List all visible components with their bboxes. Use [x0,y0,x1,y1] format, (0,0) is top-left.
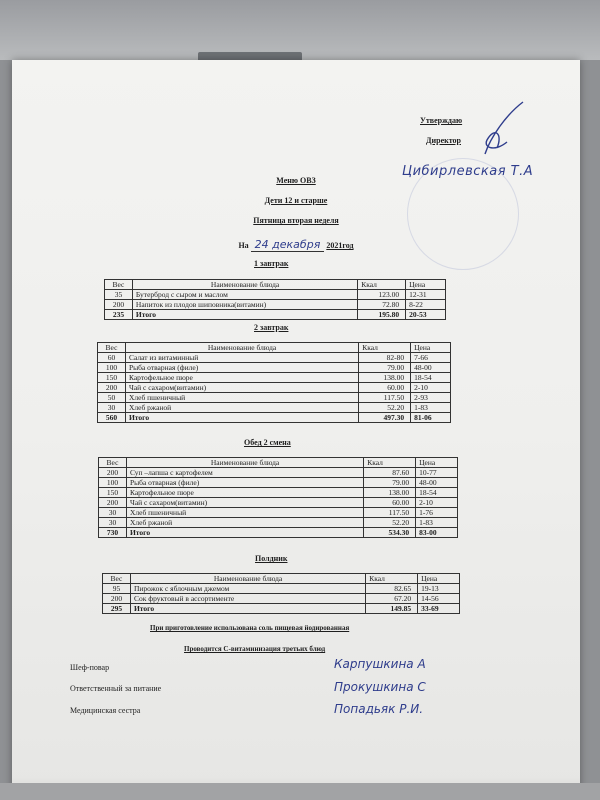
meal-title: Полдник [255,554,288,563]
signature-handwritten: Попадьяк Р.И. [334,702,424,716]
meal-title: 1 завтрак [254,259,289,268]
approve-label: Утверждаю [420,116,463,125]
meal-table [104,279,446,320]
meal-table [102,573,460,614]
table-header-row: Вес Наименование блюда Ккал Цена [98,343,451,353]
menu-document [12,60,580,800]
table-row: 100 Рыба отварная (филе) 79.00 48-00 [99,478,458,488]
date-handwritten: 24 декабря [251,238,325,252]
table-row: 100 Рыба отварная (филе) 79.00 48-00 [98,363,451,373]
meal-title: 2 завтрак [254,323,289,332]
total-row: 235 Итого 195.80 20-53 [105,310,446,320]
table-row: 200 Чай с сахаром(витамин) 60.00 2-10 [99,498,458,508]
table-row: 200 Чай с сахаром(витамин) 60.00 2-10 [98,383,451,393]
meal-table [98,457,458,538]
table-row: 30 Хлеб пшеничный 117.50 1-76 [99,508,458,518]
director-label: Директор [426,136,461,145]
table-row: 60 Салат из витаминный 82-80 7-66 [98,353,451,363]
table-row: 95 Пирожок с яблочным джемом 82.65 19-13 [103,584,460,594]
background-bottom [0,783,600,800]
table-row: 200 Сок фруктовый в ассортименте 67.20 14-56 [103,594,460,604]
signature-role: Медицинская сестра [70,706,141,715]
table-row: 30 Хлеб ржаной 52.20 1-83 [98,403,451,413]
table-row: 200 Напиток из плодов шиповника(витамин) 72.80 8-22 [105,300,446,310]
table-row: 150 Картофельное пюре 138.00 18-54 [98,373,451,383]
background-top [0,0,600,60]
table-row: 150 Картофельное пюре 138.00 18-54 [99,488,458,498]
table-row: 30 Хлеб ржаной 52.20 1-83 [99,518,458,528]
signature-handwritten: Карпушкина А [334,657,426,671]
signature-role: Ответственный за питание [70,684,162,693]
menu-date [12,238,580,252]
day-of-week: Пятница вторая неделя [253,216,339,225]
meal-table [97,342,451,423]
signature-role: Шеф-повар [70,663,110,672]
total-row: 730 Итого 534.30 83-00 [99,528,458,538]
table-row: 50 Хлеб пшеничный 117.50 2-93 [98,393,451,403]
salt-note: При приготовление использована соль пищевая йодированная [150,624,350,632]
director-name-handwritten: Цибирлевская Т.А [402,164,534,179]
children-age: Дети 12 и старше [264,196,328,205]
table-header-row: Вес Наименование блюда Ккал Цена [105,280,446,290]
table-row: 35 Бутерброд с сыром и маслом 123.00 12-31 [105,290,446,300]
total-row: 295 Итого 149.85 33-69 [103,604,460,614]
date-prefix: На [238,241,249,250]
meal-title: Обед 2 смена [244,438,291,447]
table-row: 200 Суп –лапша с картофелем 87.60 10-77 [99,468,458,478]
vitamin-note: Проводится С-витаминизация третьих блюд [184,645,326,653]
table-header-row: Вес Наименование блюда Ккал Цена [99,458,458,468]
total-row: 560 Итого 497.30 81-06 [98,413,451,423]
director-signature-icon [467,96,537,166]
signature-handwritten: Прокушкина С [334,680,426,694]
table-header-row: Вес Наименование блюда Ккал Цена [103,574,460,584]
menu-title: Меню ОВЗ [276,176,316,185]
date-year: 2021год [326,241,354,250]
